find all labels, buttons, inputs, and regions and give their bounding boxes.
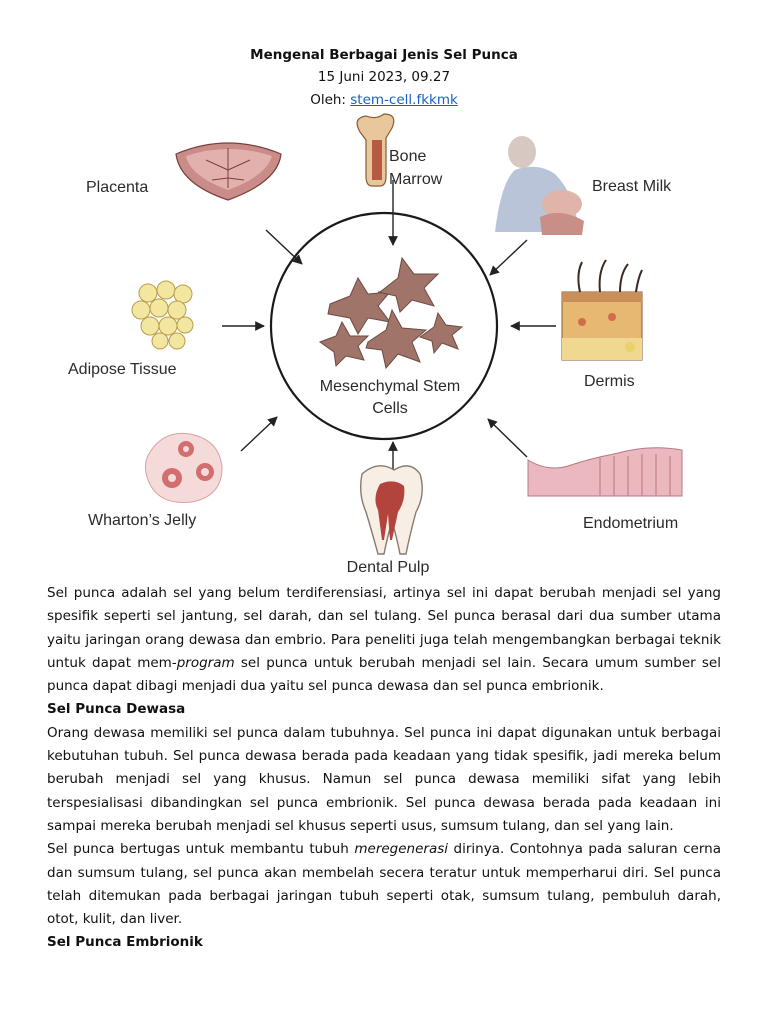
- label-dermis: Dermis: [584, 373, 635, 390]
- arrow-placenta: [266, 230, 302, 264]
- author-link[interactable]: stem-cell.fkkmk: [350, 92, 458, 108]
- label-endometrium: Endometrium: [583, 515, 679, 532]
- label-adipose-tissue: Adipose Tissue: [68, 361, 177, 378]
- diagram-svg: [0, 112, 768, 582]
- label-bone-marrow-1: Bone: [389, 148, 427, 165]
- center-label-line2: Cells: [372, 400, 408, 417]
- dental-pulp-image: [361, 466, 423, 554]
- stem-cell-sources-diagram: [0, 112, 768, 582]
- breast-milk-image: [495, 136, 584, 235]
- label-placenta: Placenta: [86, 179, 149, 196]
- arrow-breast-milk: [490, 240, 527, 275]
- article-body: [47, 582, 721, 955]
- article-title: Mengenal Berbagai Jenis Sel Punca: [250, 47, 518, 63]
- adipose-tissue-image: [132, 281, 193, 349]
- arrow-whartons-jelly: [241, 417, 277, 451]
- intro-emphasis: program: [176, 654, 235, 671]
- placenta-image: [176, 143, 281, 200]
- adult-p2-emphasis: meregenerasi: [354, 841, 449, 858]
- center-label-line1: Mesenchymal Stem: [319, 378, 461, 395]
- article-header: [0, 44, 768, 112]
- intro-paragraph: [47, 582, 721, 698]
- dermis-image: [562, 260, 642, 360]
- adult-p2-text-b: dirinya. Contohnya pada saluran cerna dan sumsum tulang, sel punca akan membelah secera teratur untuk memperharui diri. Sel punca telah ditemukan pada berbagai jaringan tubuh seperti otak, sumsum tulang, pembuluh darah, otot, kulit, dan liver.: [47, 841, 721, 928]
- heading-embryonic-stem-cells: Sel Punca Embrionik: [47, 934, 203, 951]
- intro-text-a: Sel punca adalah sel yang belum terdiferensiasi, artinya sel ini dapat berubah menjadi sel yang spesifik seperti sel jantung, sel darah, dan sel tulang. Sel punca berasal dari dua sumber utama yaitu jaringan orang dewasa dan embrio. Para peneliti juga telah mengembangkan berbagai teknik untuk dapat mem-: [47, 585, 721, 671]
- endometrium-image: [528, 448, 682, 496]
- article-date: 15 Juni 2023, 09.27: [317, 69, 451, 85]
- intro-text-b: sel punca untuk berubah menjadi sel lain. Secara umum sumber sel punca dapat dibagi menjadi dua yaitu sel punca dewasa dan sel punca embrionik.: [47, 654, 721, 695]
- author-prefix: Oleh:: [310, 92, 351, 108]
- adult-paragraph-1: Orang dewasa memiliki sel punca dalam tubuhnya. Sel punca ini dapat digunakan untuk berbagai kebutuhan tubuh. Sel punca dewasa berada pada keadaan yang tidak spesifik, jadi mereka belum berubah menjadi sel yang khusus. Namun sel punca dewasa memiliki sifat yang lebih terspesialisasi dibandingkan sel punca embrionik. Sel punca dewasa berada pada keadaan ini sampai mereka berubah menjadi sel khusus seperti usus, sumsum tulang, dan sel yang lain.: [47, 724, 721, 834]
- label-bone-marrow-2: Marrow: [389, 171, 443, 188]
- label-whartons-jelly: Wharton’s Jelly: [88, 512, 197, 529]
- label-breast-milk: Breast Milk: [592, 178, 672, 195]
- label-dental-pulp: Dental Pulp: [346, 559, 430, 576]
- arrow-endometrium: [488, 419, 527, 457]
- article-author: [0, 89, 768, 112]
- adult-p2-text-a: Sel punca bertugas untuk membantu tubuh: [47, 841, 355, 858]
- heading-adult-stem-cells: Sel Punca Dewasa: [47, 701, 186, 718]
- whartons-jelly-image: [145, 433, 222, 502]
- adult-paragraph-2: [47, 838, 721, 931]
